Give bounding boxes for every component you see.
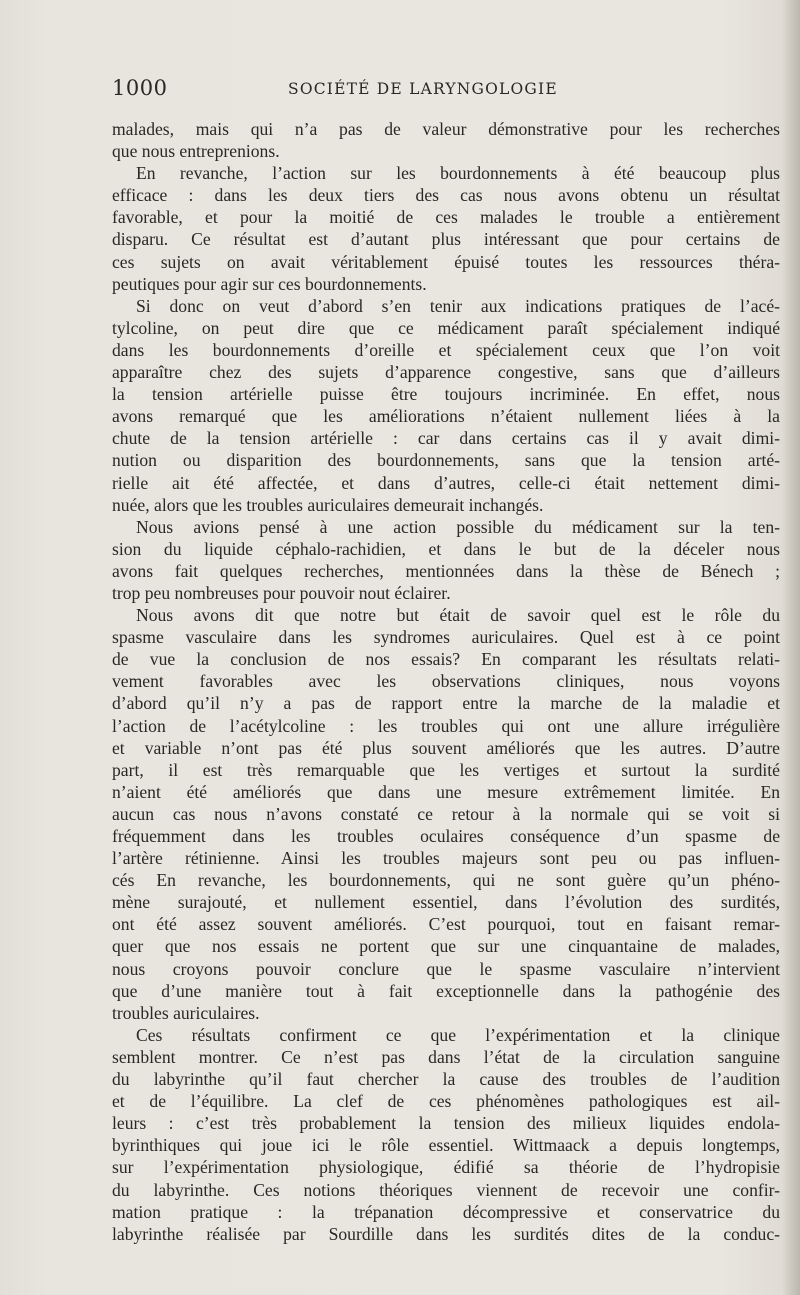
text-line: nution ou disparition des bourdonnements, sans que la tension arté- — [112, 450, 780, 471]
text-line: apparaître chez des sujets d’apparence congestive, sans que d’ailleurs — [112, 362, 780, 383]
text-line: dans les bourdonnements d’oreille et spécialement ceux que l’on voit — [112, 339, 780, 360]
paragraph — [112, 1024, 780, 1245]
page-number: 1000 — [112, 76, 168, 100]
text-line: aucun cas nous n’avons constaté ce retour à la normale qui se voit si — [112, 803, 780, 824]
text-line: spasme vasculaire dans les syndromes auriculaires. Quel est à ce point — [112, 627, 780, 648]
text-line: part, il est très remarquable que les vertiges et surtout la surdité — [112, 759, 780, 780]
text-line: favorable, et pour la moitié de ces malades le trouble a entièrement — [112, 207, 780, 228]
text-line: avons fait quelques recherches, mentionnées dans la thèse de Bénech ; — [112, 560, 780, 581]
text-line: d’abord qu’il n’y a pas de rapport entre la marche de la maladie et — [112, 693, 780, 714]
text-line: chute de la tension artérielle : car dans certains cas il y avait dimi- — [112, 428, 780, 449]
text-line: l’artère rétinienne. Ainsi les troubles majeurs sont peu ou pas influen- — [112, 848, 780, 869]
text-line: tylcoline, on peut dire que ce médicament paraît spécialement indiqué — [112, 317, 780, 338]
text-line: sur l’expérimentation physiologique, édifié sa théorie de l’hydropisie — [112, 1157, 780, 1178]
text-line: avons remarqué que les améliorations n’étaient nullement liées à la — [112, 406, 780, 427]
text-line: efficace : dans les deux tiers des cas nous avons obtenu un résultat — [112, 185, 780, 206]
text-line: du labyrinthe qu’il faut chercher la cause des troubles de l’audition — [112, 1069, 780, 1090]
text-line: nous croyons pouvoir conclure que le spasme vasculaire n’intervient — [112, 958, 780, 979]
text-line: nuée, alors que les troubles auriculaires demeurait inchangés. — [112, 494, 544, 515]
paragraph — [112, 516, 780, 604]
text-line: Nous avions pensé à une action possible du médicament sur la ten- — [136, 516, 780, 537]
text-line: malades, mais qui n’a pas de valeur démonstrative pour les recherches — [112, 119, 780, 139]
text-line: de vue la conclusion de nos essais? En comparant les résultats relati- — [112, 649, 780, 670]
text-line: Nous avons dit que notre but était de savoir quel est le rôle du — [136, 605, 780, 626]
text-line: que nous entreprenions. — [112, 141, 280, 162]
text-line: et variable n’ont pas été plus souvent améliorés que les autres. D’autre — [112, 737, 780, 758]
text-line: rielle ait été affectée, et dans d’autres, celle-ci était nettement dimi- — [112, 472, 780, 493]
text-line: peutiques pour agir sur ces bourdonnements. — [112, 273, 427, 294]
paragraph — [112, 162, 780, 295]
page-header — [112, 76, 712, 106]
text-line: labyrinthe réalisée par Sourdille dans les surdités dites de la conduc- — [112, 1223, 780, 1244]
body-text — [112, 118, 780, 1245]
text-line: mène surajouté, et nullement essentiel, dans l’évolution des surdités, — [112, 892, 780, 913]
running-title: SOCIÉTÉ DE LARYNGOLOGIE — [288, 80, 558, 98]
text-line: n’aient été améliorés que dans une mesure extrêmement limitée. En — [112, 781, 780, 802]
page-edge-shadow — [782, 0, 800, 1295]
text-line: byrinthiques qui joue ici le rôle essentiel. Wittmaack a depuis longtemps, — [112, 1135, 780, 1156]
text-line: semblent montrer. Ce n’est pas dans l’état de la circulation sanguine — [112, 1046, 780, 1067]
text-line: vement favorables avec les observations cliniques, nous voyons — [112, 671, 780, 692]
text-line: que d’une manière tout à fait exceptionnelle dans la pathogénie des — [112, 980, 780, 1001]
text-line: cés En revanche, les bourdonnements, qui ne sont guère qu’un phéno- — [112, 870, 780, 891]
paragraph — [112, 118, 780, 162]
text-line: quer que nos essais ne portent que sur une cinquantaine de malades, — [112, 936, 780, 957]
text-line: du labyrinthe. Ces notions théoriques viennent de recevoir une confir- — [112, 1179, 780, 1200]
paragraph — [112, 604, 780, 1024]
text-line: Ces résultats confirment ce que l’expérimentation et la clinique — [136, 1024, 780, 1045]
text-line: l’action de l’acétylcoline : les troubles qui ont une allure irrégulière — [112, 715, 780, 736]
text-line: ces sujets on avait véritablement épuisé toutes les ressources théra- — [112, 251, 780, 272]
text-line: disparu. Ce résultat est d’autant plus intéressant que pour certains de — [112, 229, 780, 250]
text-line: ont été assez souvent améliorés. C’est pourquoi, tout en faisant remar- — [112, 914, 780, 935]
text-line: fréquemment dans les troubles oculaires conséquence d’un spasme de — [112, 826, 780, 846]
text-line: mation pratique : la trépanation décompressive et conservatrice du — [112, 1201, 780, 1222]
text-line: la tension artérielle puisse être toujours incriminée. En effet, nous — [112, 384, 780, 405]
paragraph — [112, 295, 780, 516]
text-line: sion du liquide céphalo-rachidien, et dans le but de la déceler nous — [112, 538, 780, 559]
text-line: En revanche, l’action sur les bourdonnements à été beaucoup plus — [136, 163, 780, 184]
text-line: leurs : c’est très probablement la tension des milieux liquides endola- — [112, 1113, 780, 1134]
text-line: et de l’équilibre. La clef de ces phénomènes pathologiques est ail- — [112, 1091, 780, 1112]
text-line: trop peu nombreuses pour pouvoir nout éclairer. — [112, 582, 451, 603]
text-line: Si donc on veut d’abord s’en tenir aux indications pratiques de l’acé- — [136, 295, 780, 316]
text-line: troubles auriculaires. — [112, 1002, 260, 1023]
